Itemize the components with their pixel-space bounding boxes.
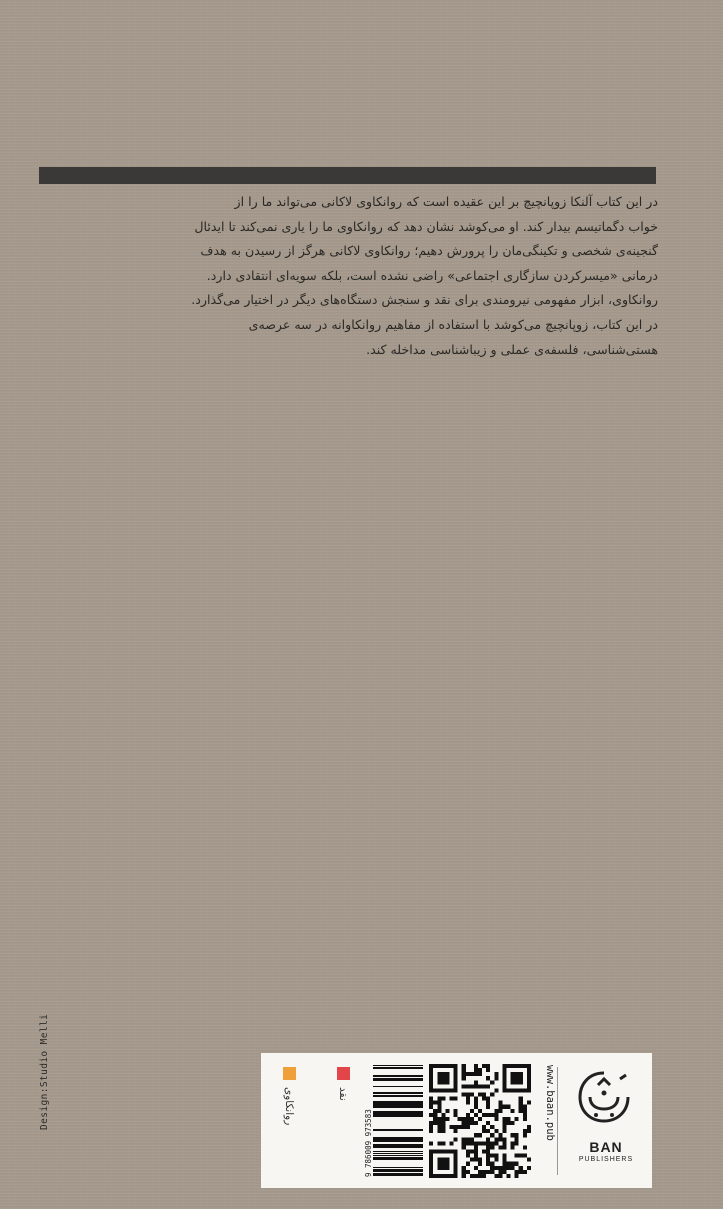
category-swatch-criticism — [337, 1067, 350, 1080]
barcode-icon — [373, 1065, 423, 1177]
category-label-criticism: نقد — [337, 1087, 349, 1101]
baan-logo-icon — [574, 1067, 634, 1127]
publisher-subtitle: PUBLISHERS — [578, 1156, 634, 1163]
top-divider-bar — [39, 167, 656, 184]
blurb-line: هستی‌شناسی، فلسفه‌ی عملی و زیباشناسی مداخله کند. — [366, 341, 658, 357]
blurb-line: در این کتاب آلنکا زوپانچیچ بر این عقیده است که روانکاوی لاکانی می‌تواند ما را از — [234, 194, 658, 209]
blurb-line: خواب دگماتیسم بیدار کند. او می‌کوشد نشان دهد که روانکاوی ما را یاری نمی‌کند تا ایدئال — [194, 218, 658, 234]
publisher-name: BAN — [589, 1139, 623, 1155]
blurb-line: در این کتاب، زوپانچیچ می‌کوشد با استفاده از مفاهیم روانکاوانه در سه عرصه‌ی — [248, 316, 658, 332]
vertical-divider — [557, 1067, 558, 1175]
blurb-line: روانکاوی، ابزار مفهومی نیرومندی برای نقد و سنجش دستگاه‌های دیگر در اختیار می‌گذارد. — [191, 292, 658, 308]
publisher-brand — [561, 1139, 651, 1165]
blurb-line: گنجینه‌ی شخصی و تکینگی‌مان را پرورش دهیم؛ روانکاوی لاکانی هرگز از رسیدن به هدف — [200, 243, 658, 259]
category-swatch-psychoanalysis — [283, 1067, 296, 1080]
blurb-text — [36, 190, 658, 362]
qr-code-icon — [429, 1064, 531, 1178]
category-label-psychoanalysis: روانکاوی — [283, 1087, 295, 1126]
blurb-line: درمانی «میسرکردن سازگاری اجتماعی» راضی نشده است، بلکه سویه‌ای انتقادی دارد. — [206, 267, 658, 283]
publisher-website: www.baan.pub — [544, 1065, 556, 1141]
info-box — [261, 1053, 652, 1188]
design-credit: Design:Studio Melli — [39, 1013, 50, 1130]
isbn-digits: 9 786009 973583 — [364, 1109, 373, 1177]
